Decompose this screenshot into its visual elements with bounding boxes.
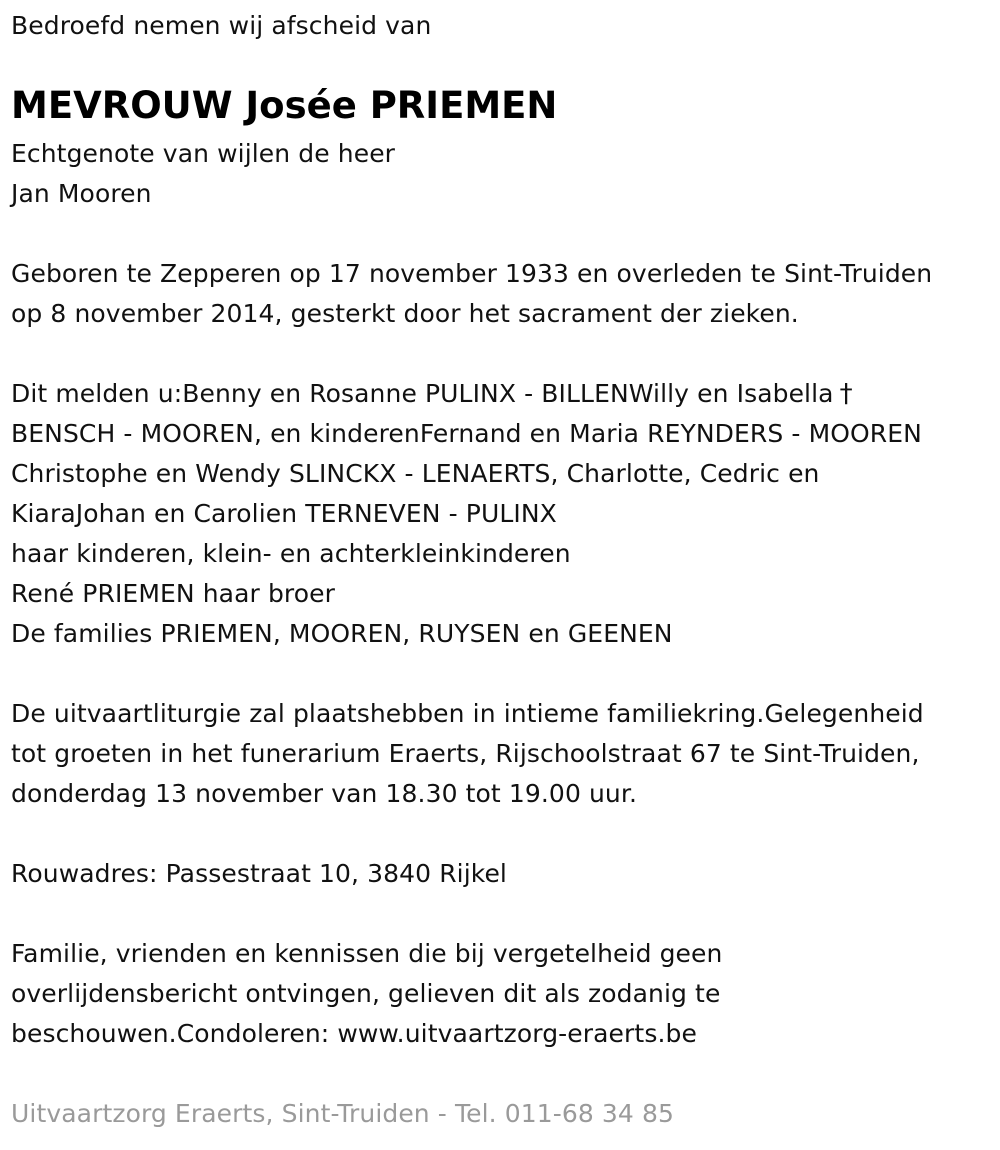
liturgy-block — [11, 694, 924, 814]
notice-line: Familie, vrienden en kennissen die bij vergetelheid geen — [11, 939, 723, 968]
cross-icon: † — [839, 379, 853, 409]
funeral-home-footer: Uitvaartzorg Eraerts, Sint-Truiden - Tel. 011-68 34 85 — [11, 1099, 674, 1128]
liturgy-line: tot groeten in het funerarium Eraerts, Rijschoolstraat 67 te Sint-Truiden, — [11, 739, 920, 768]
family-line: KiaraJohan en Carolien TERNEVEN - PULINX — [11, 499, 557, 528]
spouse-line: Echtgenote van wijlen de heer — [11, 139, 396, 168]
birth-death-block — [11, 254, 932, 334]
deceased-name: MEVROUW Josée PRIEMEN — [11, 84, 558, 127]
notice-line: overlijdensbericht ontvingen, gelieven dit als zodanig te — [11, 979, 721, 1008]
family-line: haar kinderen, klein- en achterkleinkinderen — [11, 539, 571, 568]
notice-block — [11, 934, 722, 1054]
spouse-line: Jan Mooren — [11, 179, 152, 208]
liturgy-line: De uitvaartliturgie zal plaatshebben in intieme familiekring.Gelegenheid — [11, 699, 924, 728]
birth-death-line: Geboren te Zepperen op 17 november 1933 en overleden te Sint-Truiden — [11, 259, 933, 288]
address-block — [11, 854, 507, 894]
spouse-block — [11, 134, 395, 214]
intro-text: Bedroefd nemen wij afscheid van — [11, 11, 432, 40]
liturgy-line: donderdag 13 november van 18.30 tot 19.00 uur. — [11, 779, 638, 808]
family-line — [11, 374, 922, 414]
family-line: De families PRIEMEN, MOOREN, RUYSEN en GEENEN — [11, 619, 673, 648]
family-line: BENSCH - MOOREN, en kinderenFernand en Maria REYNDERS - MOOREN — [11, 419, 922, 448]
notice-line: beschouwen.Condoleren: www.uitvaartzorg-eraerts.be — [11, 1019, 697, 1048]
family-line: Christophe en Wendy SLINCKX - LENAERTS, Charlotte, Cedric en — [11, 459, 820, 488]
family-block — [11, 374, 922, 654]
birth-death-line: op 8 november 2014, gesterkt door het sacrament der zieken. — [11, 299, 799, 328]
mourning-address: Rouwadres: Passestraat 10, 3840 Rijkel — [11, 859, 507, 888]
family-line: René PRIEMEN haar broer — [11, 579, 335, 608]
family-line-text: Dit melden u:Benny en Rosanne PULINX - BILLENWilly en Isabella — [11, 379, 834, 408]
